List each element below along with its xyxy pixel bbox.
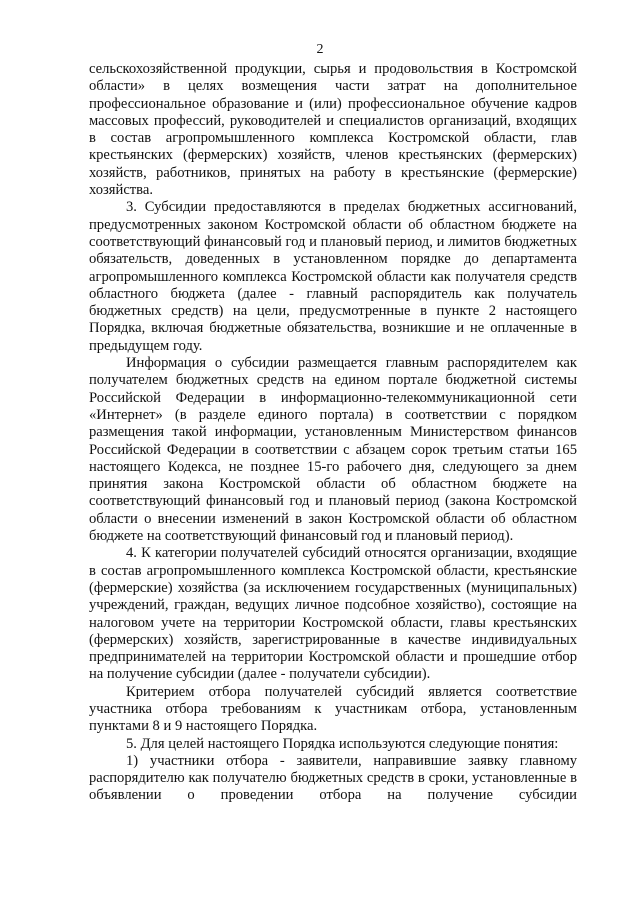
paragraph-item-5-1: 1) участники отбора - заявители, направившие заявку главному распорядителю как получателю бюджетных средств в сроки, установленные в объявлении о проведении отбора на получение субсидии — [89, 752, 577, 804]
document-body — [89, 61, 577, 805]
page-number: 2 — [316, 42, 324, 57]
paragraph-selection-criterion: Критерием отбора получателей субсидий является соответствие участника отбора требованиям к участникам отбора, установленным пунктами 8 и 9 настоящего Порядка. — [89, 683, 577, 735]
paragraph-subsidy-information: Информация о субсидии размещается главным распорядителем как получателем бюджетных средств на едином портале бюджетной системы Российской Федерации в информационно-телекоммуникационной сети «Интернет» (в разделе единого портала) в соответствии с порядком размещения такой информации, установленным Министерством финансов Российской Федерации в соответствии с абзацем сорок третьим статьи 165 настоящего Кодекса, не позднее 15-го рабочего дня, следующего за днем принятия закона Костромской области об областном бюджете на соответствующий финансовый год и плановый период (закона Костромской области о внесении изменений в закон Костромской области об областном бюджете на соответствующий финансовый год и плановый период). — [89, 355, 577, 545]
paragraph-item-5: 5. Для целей настоящего Порядка используются следующие понятия: — [126, 735, 559, 752]
paragraph-item-3: 3. Субсидии предоставляются в пределах бюджетных ассигнований, предусмотренных законом Костромской области об областном бюджете на соответствующий финансовый год и плановый период, и лимитов бюджетных обязательств, доведенных в установленном порядке до департамента агропромышленного комплекса Костромской области как получателя средств областного бюджета (далее - главный распорядитель как получатель бюджетных средств) на цели, предусмотренные в пункте 2 настоящего Порядка, включая бюджетные обязательства, возникшие и не оплаченные в предыдущем году. — [89, 199, 577, 354]
paragraph-item-4: 4. К категории получателей субсидий относятся организации, входящие в состав агропромышленного комплекса Костромской области, крестьянские (фермерские) хозяйства (за исключением государственных (муниципальных) учреждений, граждан, ведущих личное подсобное хозяйство), состоящие на налоговом учете на территории Костромской области, главы крестьянских (фермерских) хозяйств, зарегистрированные в качестве индивидуальных предпринимателей на территории Костромской области и прошедшие отбор на получение субсидии (далее - получатели субсидии). — [89, 545, 577, 683]
paragraph-continuation: сельскохозяйственной продукции, сырья и продовольствия в Костромской области» в целях возмещения части затрат на дополнительное профессиональное образование и (или) профессиональное обучение кадров массовых профессий, руководителей и специалистов организаций, входящих в состав агропромышленного комплекса Костромской области, глав крестьянских (фермерских) хозяйств, членов крестьянских (фермерских) хозяйств, работников, принятых на работу в крестьянские (фермерские) хозяйства. — [89, 61, 577, 199]
